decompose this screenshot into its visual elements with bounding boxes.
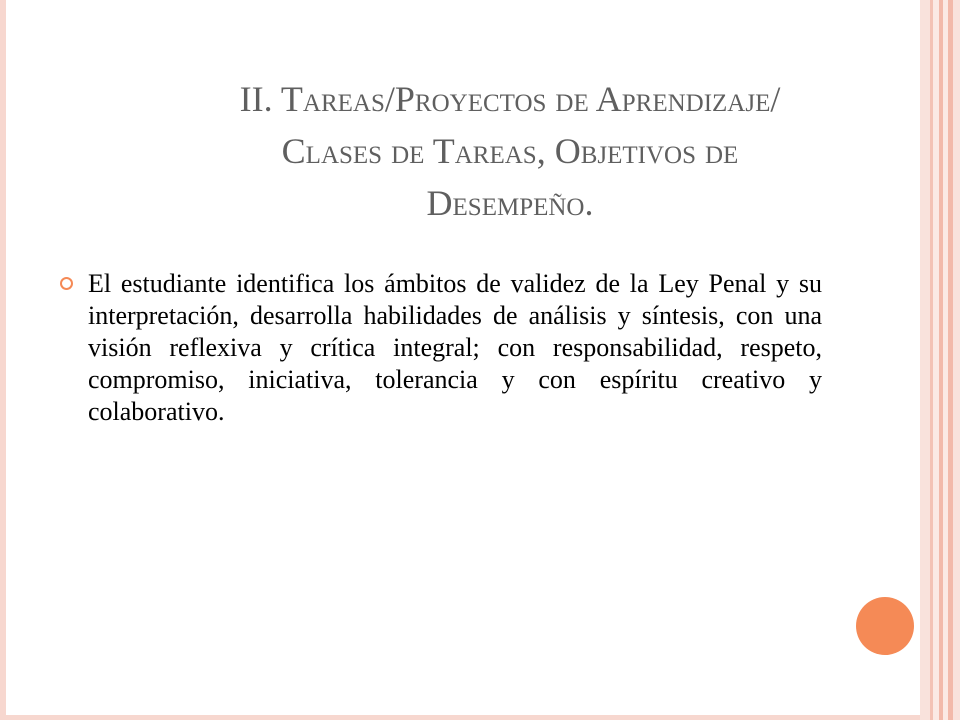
decorative-stripes <box>920 0 960 720</box>
title-line-2: Clases de Tareas, Objetivos de <box>281 131 739 171</box>
slide-bottom-border <box>0 715 920 720</box>
title-line-1: II. Tareas/Proyectos de Aprendizaje/ <box>239 79 781 119</box>
bullet-icon <box>60 277 73 290</box>
title-line-3: Desempeño. <box>426 183 594 223</box>
bullet-text: El estudiante identifica los ámbitos de validez de la Ley Penal y su interpretación, desarrolla habilidades de análisis y síntesis, con una visión reflexiva y crítica integral; con responsabilidad, respeto, compromiso, iniciativa, tolerancia y con espíritu creativo y colaborativo. <box>88 269 822 426</box>
decorative-circle <box>856 597 914 655</box>
slide-left-border <box>0 0 6 720</box>
slide-title <box>140 73 880 229</box>
bullet-list <box>60 268 822 428</box>
